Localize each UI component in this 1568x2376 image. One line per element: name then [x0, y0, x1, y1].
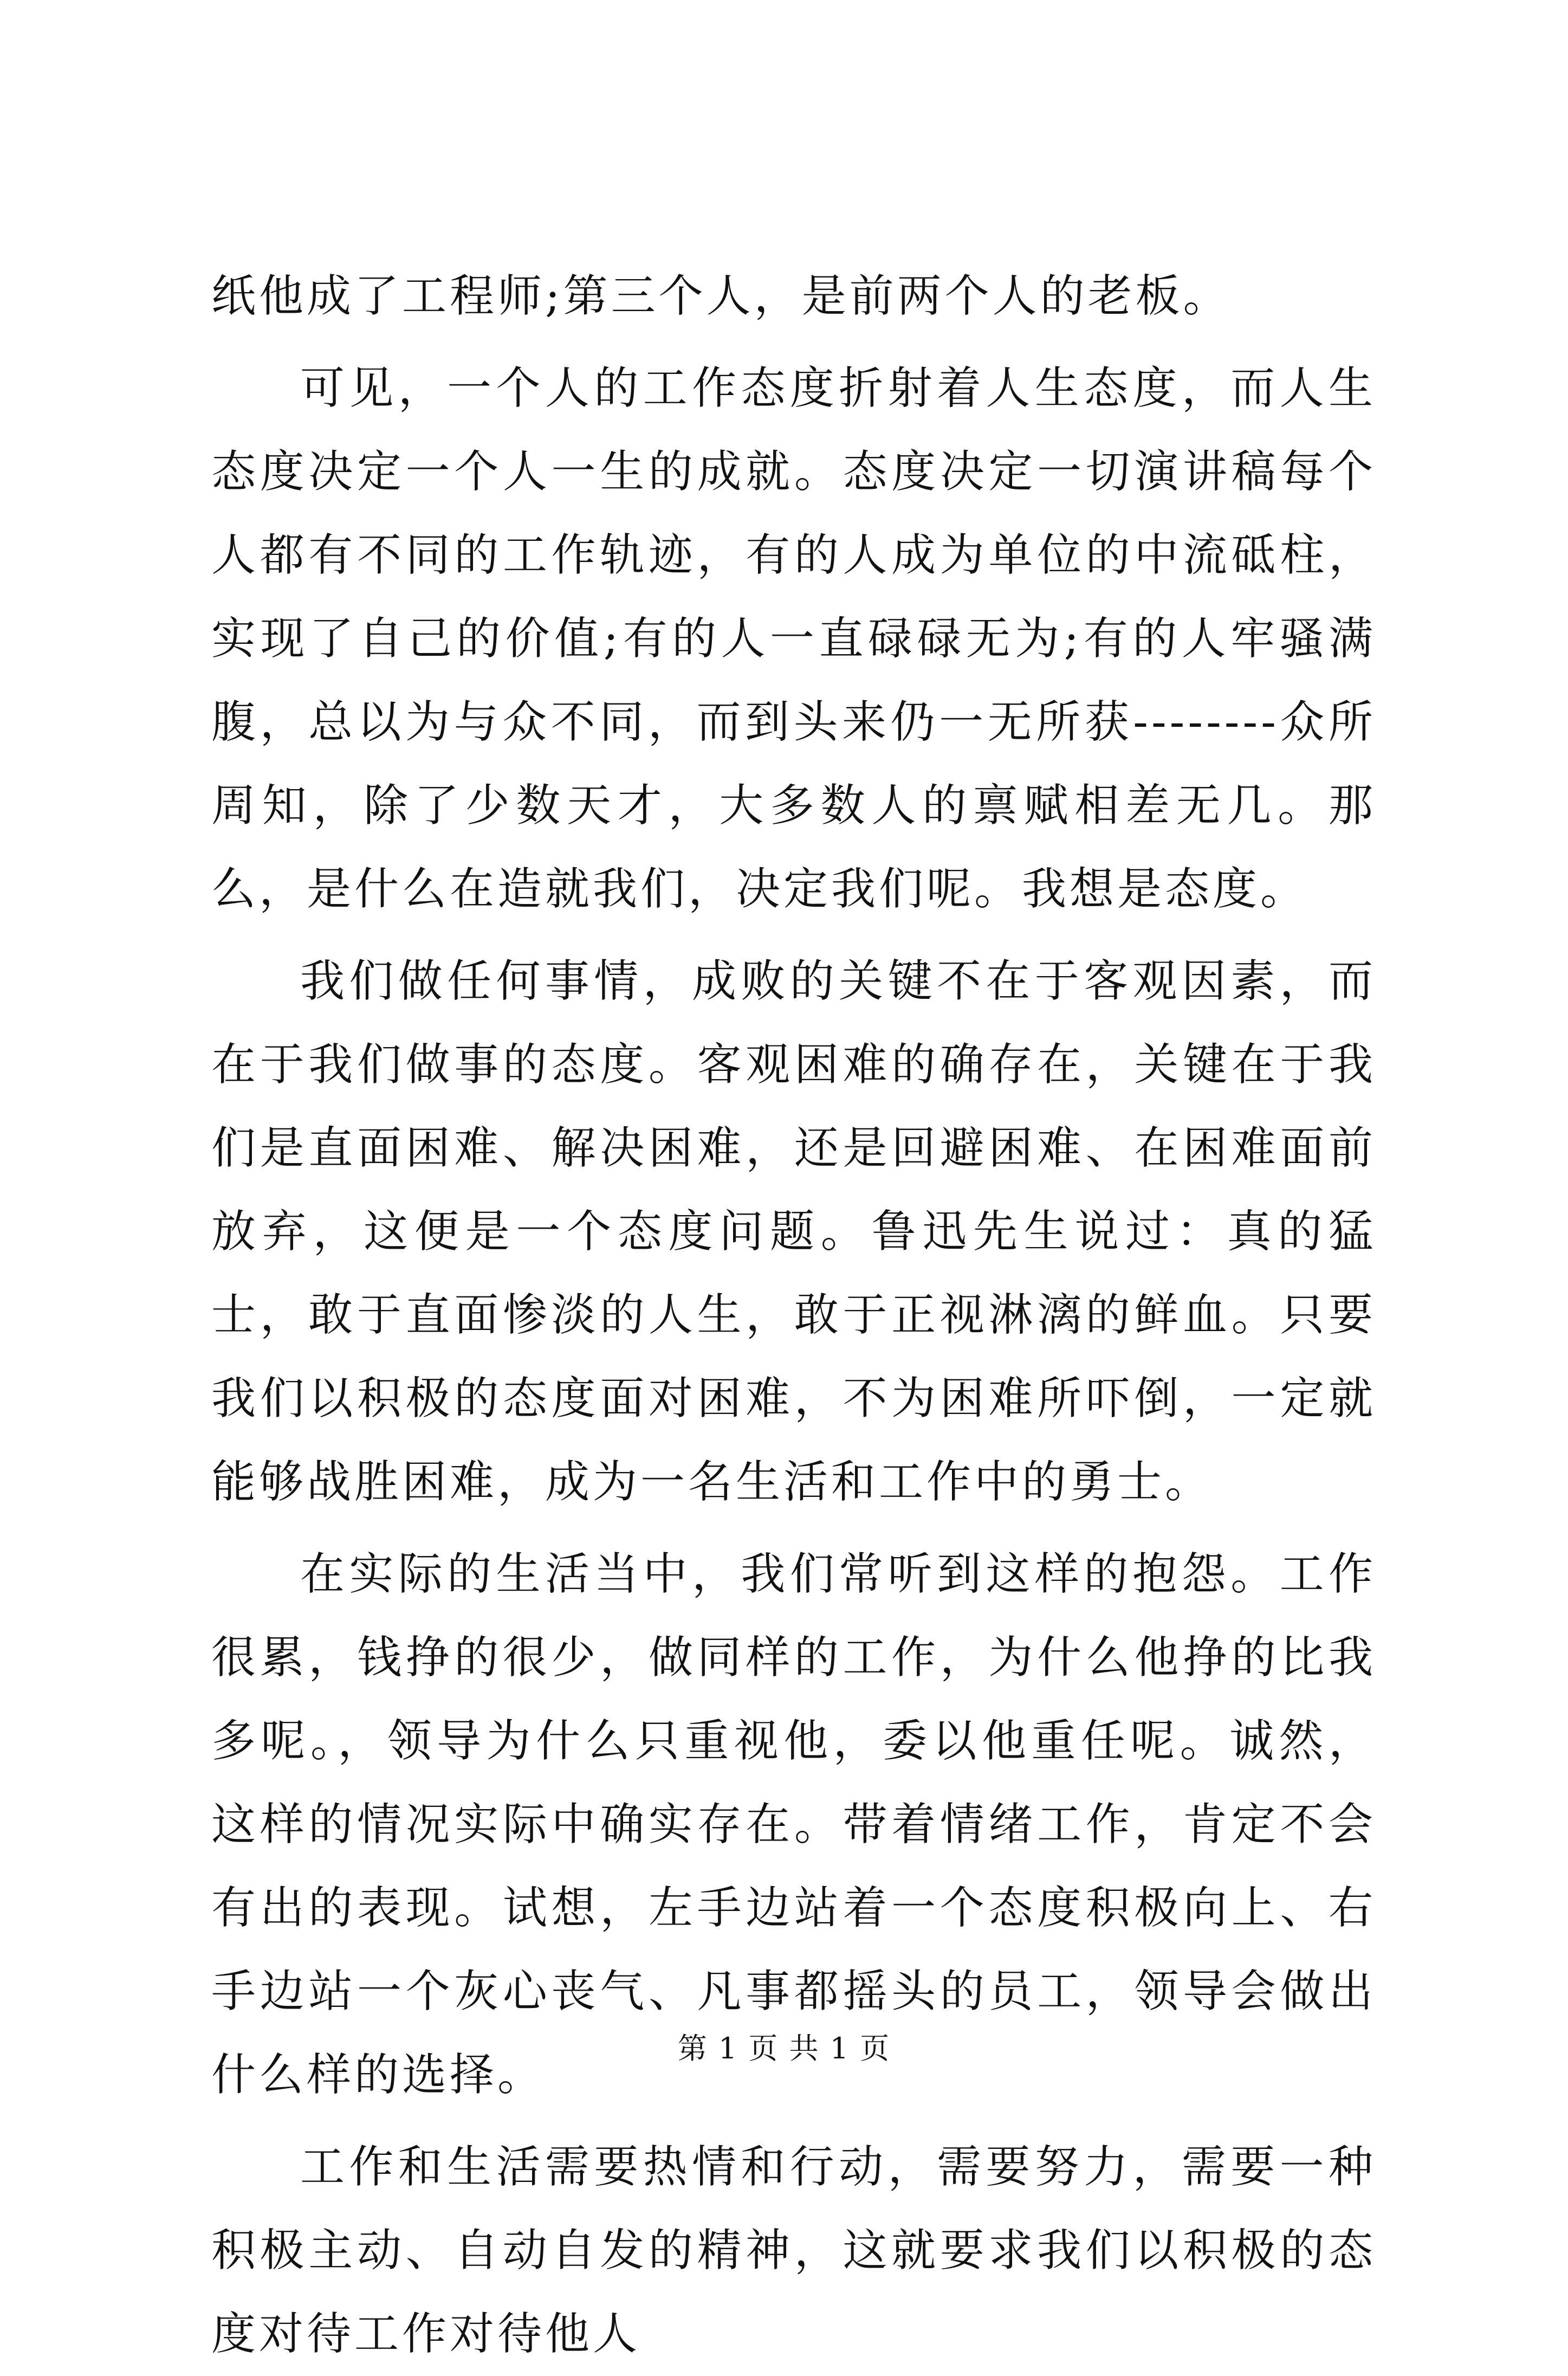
paragraph-attitude-achievement: 可见，一个人的工作态度折射着人生态度，而人生态度决定一个人一生的成就。态度决定一切演讲稿每个人都有不同的工作轨迹，有的人成为单位的中流砥柱，实现了自己的价值;有的人一直碌碌无为;有的人牢骚满腹，总以为与众不同，而到头来仍一无所获--------众所周知，除了少数天才，大多数人的禀赋相差无几。那么，是什么在造就我们，决定我们呢。我想是态度。: [211, 363, 1376, 915]
paragraph-passion-action: 工作和生活需要热情和行动，需要努力，需要一种积极主动、自动自发的精神，这就要求我们以积极的态度对待工作对待他人: [211, 2141, 1376, 2360]
paragraph-complaints: 在实际的生活当中，我们常听到这样的抱怨。工作很累，钱挣的很少，做同样的工作，为什么他挣的比我多呢。，领导为什么只重视他，委以他重任呢。诚然，这样的情况实际中确实存在。带着情绪工作，肯定不会有出的表现。试想，左手边站着一个态度积极向上、右手边站一个灰心丧气、凡事都摇头的员工，领导会做出什么样的选择。: [211, 1548, 1376, 2101]
paragraph-continuation: 纸他成了工程师;第三个人，是前两个人的老板。: [211, 270, 1231, 322]
page-number-footer: 第 1 页 共 1 页: [677, 2031, 891, 2065]
paragraph-facing-difficulty: 我们做任何事情，成败的关键不在于客观因素，而在于我们做事的态度。客观困难的确存在，关键在于我们是直面困难、解决困难，还是回避困难、在困难面前放弃，这便是一个态度问题。鲁迅先生说过：真的猛士，敢于直面惨淡的人生，敢于正视淋漓的鲜血。只要我们以积极的态度面对困难，不为困难所吓倒，一定就能够战胜困难，成为一名生活和工作中的勇士。: [211, 955, 1376, 1508]
